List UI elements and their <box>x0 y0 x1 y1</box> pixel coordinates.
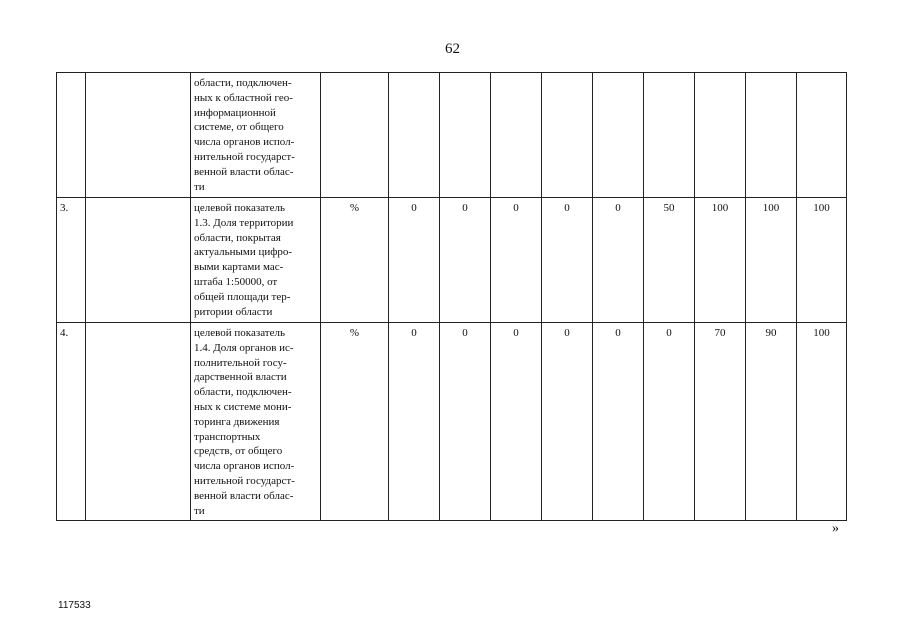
value-cell: 0 <box>440 323 491 521</box>
description-line: нительной государст- <box>194 474 295 487</box>
value-cell: 100 <box>797 198 847 323</box>
value-cell <box>746 73 797 198</box>
value-cell <box>695 73 746 198</box>
value-cell: 100 <box>797 323 847 521</box>
table-row <box>57 198 847 323</box>
value-cell: 0 <box>593 198 644 323</box>
description-line: транспортных <box>194 430 261 443</box>
value-cell: 0 <box>542 323 593 521</box>
value-cell: 100 <box>695 198 746 323</box>
value-cell <box>644 73 695 198</box>
description-line: числа органов испол- <box>194 460 295 473</box>
value-cell: 0 <box>542 198 593 323</box>
description-line: информационной <box>194 106 276 119</box>
unit-cell: % <box>321 198 389 323</box>
value-cell <box>542 73 593 198</box>
value-cell <box>440 73 491 198</box>
value-cell <box>797 73 847 198</box>
value-cell <box>491 73 542 198</box>
description-line: области, покрытая <box>194 231 281 244</box>
value-cell: 90 <box>746 323 797 521</box>
description-line: целевой показатель <box>194 202 285 214</box>
value-cell: 50 <box>644 198 695 323</box>
unit-cell <box>321 73 389 198</box>
value-cell: 0 <box>491 323 542 521</box>
description-cell <box>191 198 321 323</box>
name-cell <box>86 198 191 323</box>
row-number-cell: 3. <box>57 198 86 323</box>
description-line: области, подключен- <box>194 386 292 399</box>
description-line: общей площади тер- <box>194 290 291 303</box>
description-line: штаба 1:50000, от <box>194 275 278 288</box>
description-line: выми картами мас- <box>194 261 284 274</box>
description-cell <box>191 323 321 521</box>
value-cell: 0 <box>440 198 491 323</box>
value-cell <box>593 73 644 198</box>
name-cell <box>86 73 191 198</box>
table-row <box>57 73 847 198</box>
description-line: актуальными цифро- <box>194 246 293 259</box>
row-number-cell: 4. <box>57 323 86 521</box>
value-cell <box>389 73 440 198</box>
description-line: целевой показатель <box>194 327 285 339</box>
description-line: ных к системе мони- <box>194 400 292 413</box>
value-cell: 0 <box>644 323 695 521</box>
document-code: 117533 <box>58 600 91 611</box>
description-line: торинга движения <box>194 415 280 428</box>
closing-quote: » <box>832 521 839 536</box>
value-cell: 0 <box>593 323 644 521</box>
indicators-table <box>56 72 847 521</box>
description-line: области, подключен- <box>194 77 292 89</box>
description-line: ритории области <box>194 305 273 318</box>
value-cell: 0 <box>389 198 440 323</box>
description-cell <box>191 73 321 198</box>
description-line: венной власти облас- <box>194 489 294 502</box>
description-line: ти <box>194 180 205 193</box>
description-line: средств, от общего <box>194 445 283 458</box>
description-line: ти <box>194 504 205 517</box>
description-line: числа органов испол- <box>194 136 295 149</box>
value-cell: 0 <box>389 323 440 521</box>
row-number-cell <box>57 73 86 198</box>
description-line: нительной государст- <box>194 150 295 163</box>
page-number: 62 <box>445 41 460 57</box>
table-row <box>57 323 847 521</box>
value-cell: 70 <box>695 323 746 521</box>
description-line: системе, от общего <box>194 121 284 134</box>
value-cell: 100 <box>746 198 797 323</box>
description-line: полнительной госу- <box>194 356 287 369</box>
description-line: дарственной власти <box>194 371 287 384</box>
description-line: ных к областной гео- <box>194 91 293 104</box>
description-line: 1.4. Доля органов ис- <box>194 341 294 354</box>
description-line: венной власти облас- <box>194 165 294 178</box>
name-cell <box>86 323 191 521</box>
value-cell: 0 <box>491 198 542 323</box>
description-line: 1.3. Доля территории <box>194 216 294 229</box>
unit-cell: % <box>321 323 389 521</box>
